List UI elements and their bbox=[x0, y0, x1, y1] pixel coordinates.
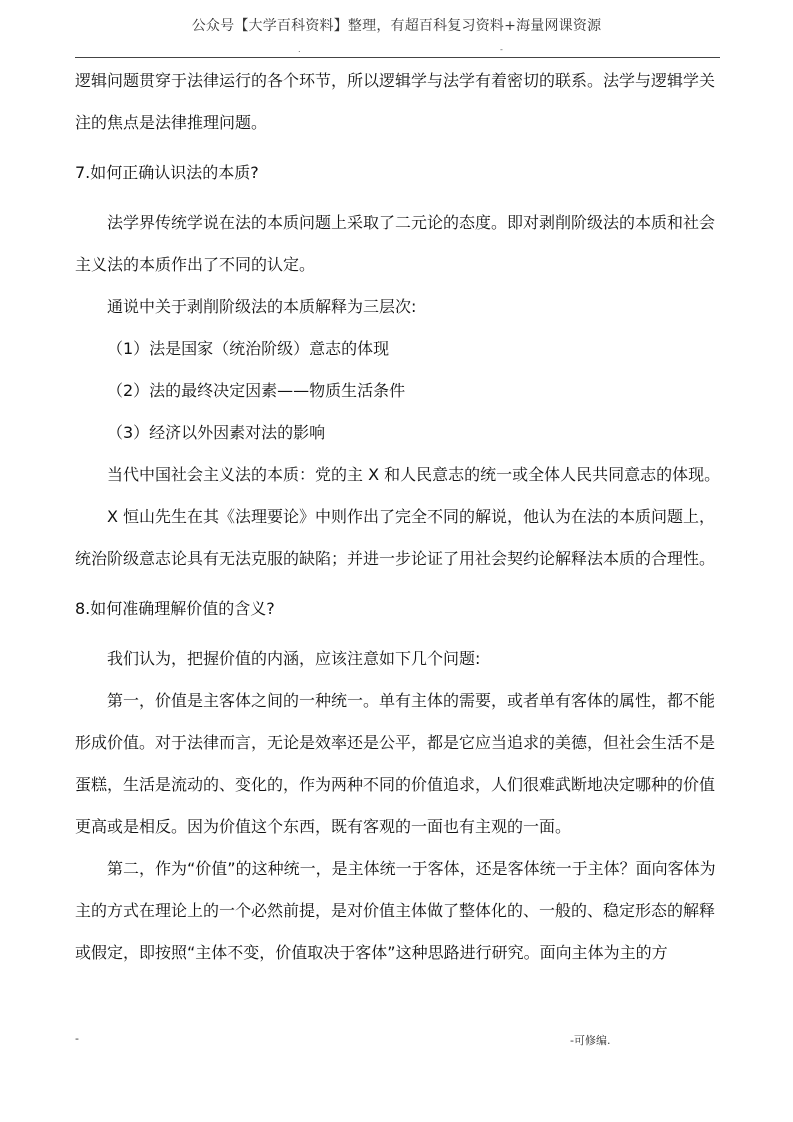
q7-item-1: （1）法是国家（统治阶级）意志的体现 bbox=[107, 339, 390, 358]
q7-item-2: （2）法的最终决定因素——物质生活条件 bbox=[107, 381, 406, 400]
q7-paragraph-1: 法学界传统学说在法的本质问题上采取了二元论的态度。即对剥削阶级法的本质和社会主义法的本质作出了不同的认定。 bbox=[75, 213, 716, 274]
header-dot-left: . bbox=[298, 45, 301, 54]
q8-paragraph-3: 第二，作为“价值”的这种统一，是主体统一于客体，还是客体统一于主体？面向客体为主的方式在理论上的一个必然前提，是对价值主体做了整体化的、一般的、稳定形态的解释或假定，即按照“主体不变，价值取决于客体”这种思路进行研究。面向主体为主的方 bbox=[75, 859, 716, 962]
question-7-title: 7.如何正确认识法的本质? bbox=[75, 163, 259, 182]
q7-item-3: （3）经济以外因素对法的影响 bbox=[107, 423, 326, 442]
footer-editable-note: -可修编. bbox=[570, 1034, 611, 1047]
q7-paragraph-4: X 恒山先生在其《法理要论》中则作出了完全不同的解说，他认为在法的本质问题上，统治阶级意志论具有无法克服的缺陷；并进一步论证了用社会契约论解释法本质的合理性。 bbox=[75, 507, 716, 568]
intro-paragraph: 逻辑问题贯穿于法律运行的各个环节，所以逻辑学与法学有着密切的联系。法学与逻辑学关注的焦点是法律推理问题。 bbox=[75, 71, 716, 132]
document-body bbox=[75, 60, 723, 974]
q7-paragraph-3: 当代中国社会主义法的本质：党的主 X 和人民意志的统一或全体人民共同意志的体现。 bbox=[107, 465, 721, 484]
q8-paragraph-1: 我们认为，把握价值的内涵，应该注意如下几个问题: bbox=[107, 649, 481, 668]
header-divider bbox=[75, 57, 720, 58]
page-header: 公众号【大学百科资料】整理，有超百科复习资料+海量网课资源 bbox=[191, 18, 602, 34]
q8-paragraph-2: 第一，价值是主客体之间的一种统一。单有主体的需要，或者单有客体的属性，都不能形成价值。对于法律而言，无论是效率还是公平，都是它应当追求的美德，但社会生活不是蛋糕，生活是流动的、变化的，作为两种不同的价值追求，人们很难武断地决定哪种的价值更高或是相反。因为价值这个东西，既有客观的一面也有主观的一面。 bbox=[75, 691, 716, 836]
q7-paragraph-2: 通说中关于剥削阶级法的本质解释为三层次: bbox=[107, 297, 417, 316]
footer-left-mark: - bbox=[75, 1032, 79, 1045]
question-8-title: 8.如何准确理解价值的含义? bbox=[75, 599, 275, 618]
header-dot-right: - bbox=[500, 45, 503, 54]
